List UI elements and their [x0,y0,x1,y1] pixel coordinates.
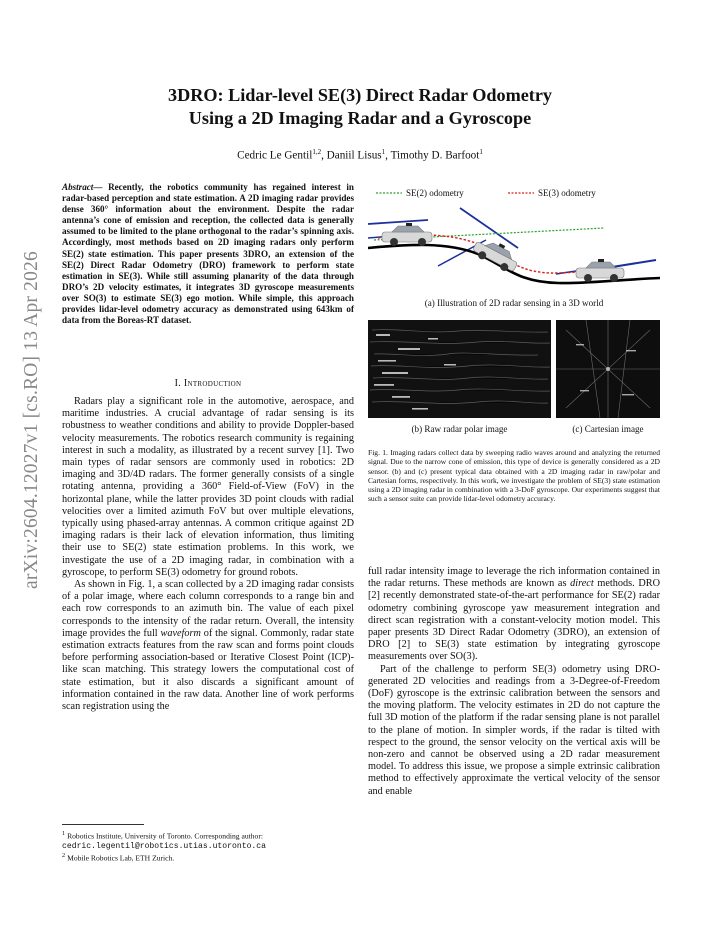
author-2-affiliation: 1 [381,148,386,156]
figure-1a-illustration [368,182,660,302]
subcaption-b: (b) Raw radar polar image [411,424,508,434]
polar-image-content [368,320,551,418]
cartesian-image-content [556,320,660,418]
abstract-label: Abstract [62,182,94,192]
author-list: Cedric Le Gentil$^{1,2}$, Daniil Lisus$^1$, Timothy D. Barfoot$^1$ [237,148,483,162]
right-paragraph-2: Part of the challenge to perform SE(3) odometry using DRO-generated 2D velocities and readings from a 3-Degree-of-Freedom (DoF) gyroscope is the extrinsic calibration between the sensors and the moving platform. The velocity estimates in 2D do not capture the full 3D motion of the platform if the radar sensing plane is not parallel to the plane of motion. In simpler words, if the radar is tilted with respect to the ground, the sensor velocity on the vertical axis will be non-zero and cannot be observed using a 2D radar measurement model. To address this issue, we propose a simple extrinsic calibration method to effectively approximate the vertical velocity of the sensor and enable [368,663,660,797]
right-p1-part-a: full radar intensity image to leverage the rich information contained in the radar returns. These methods are known as [368,566,660,590]
car-right-icon [576,259,624,282]
intro-p2-part-b: of the signal. Commonly, radar state estimation extracts features from the raw scan and forms point clouds before performing association-based or Iterative Closest Point (ICP)-like scan matching. This strategy lowers the computational cost of state estimation, but it also discards a significant amount of information contained in the raw data. Another line of work performs scan registration using the [62,627,354,713]
introduction-body [62,396,354,713]
radar-beam-left-1 [368,220,428,224]
subcaption-a: (a) Illustration of 2D radar sensing in a 3D world [424,298,604,308]
radar-cartesian-image [556,320,660,418]
right-paragraph-1 [368,566,660,664]
arxiv-sidebar [14,190,50,650]
abstract [62,182,354,326]
legend-se2-label: SE(2) odometry [406,188,464,198]
car-left-icon [382,223,432,246]
title-line-1: 3DRO: Lidar-level SE(3) Direct Radar Odometry [167,85,553,105]
subcaption-c: (c) Cartesian image [572,424,644,434]
figure-1-caption: Fig. 1. Imaging radars collect data by sweeping radio waves around and analyzing the returned signal. Due to the narrow cone of emission, this type of device is generally considered as a 2D sensor. (b) and (c) present typical data obtained with a 2D imaging radar in raw/polar and Cartesian forms, respectively. In this work, we investigate the problem of SE(3) state estimation using a 2D imaging radar in combination with a 3-DoF gyroscope. Our experiments suggest that such a sensor suite can provide lidar-level odometry accuracy. [368,448,660,504]
intro-p2-emphasis: waveform [160,627,201,639]
footnote-2 [62,851,354,863]
section-heading-introduction: I. Introduction [174,378,242,389]
footnote-1-marker: 1 [62,830,66,837]
legend-se3-label: SE(3) odometry [538,188,596,198]
right-column-body [368,566,660,798]
author-1: Cedric Le Gentil [237,149,313,162]
intro-paragraph-2 [62,579,354,713]
footnote-2-text: Mobile Robotics Lab, ETH Zurich. [65,853,175,863]
author-3-affiliation: 1 [479,148,483,156]
paper-title [90,84,630,129]
radar-3d-illustration [368,182,660,302]
intro-paragraph-1: Radars play a significant role in the automotive, aerospace, and maritime industries. A crucial advantage of radar sensing is its robustness to weather conditions and ability to provide Doppler-based velocity measurements. The robotics research community is regaining interest in such a modality, as illustrated by a recent survey [1]. Two main types of radar sensors are commonly used in robotics: 2D imaging and 3D/4D radars. The former generally consists of a single rotating antenna, providing a 360° Field-of-View (FoV) in the horizontal plane, while the latter provides 3D point clouds with radial velocities over a limited azimuth FoV but over multiple elevations, typically using phased-array antennas. A common critique against 2D imaging radars is their lack of elevation information, thus limiting their use to SE(2) state estimation problems. In this work, we investigate the use of a 2D imaging radar, in combination with a gyroscope, to perform SE(3) odometry for ground robots. [62,396,354,578]
title-line-2: Using a 2D Imaging Radar and a Gyroscope [188,107,532,128]
arxiv-identifier[interactable]: arXiv:2604.12027v1 [cs.RO] 13 Apr 2026 [21,251,42,589]
author-1-affiliation: 1,2 [312,148,322,156]
footnotes [62,829,354,863]
right-p1-part-b: methods. DRO [2] recently demonstrated state-of-the-art performance for SE(2) radar odometry combining gyroscope yaw measurement integration and direct scan registration with a constant-velocity motion model. This paper presents 3D Direct Radar Odometry (3DRO), an extension of DRO [2] to SE(3) state estimation by integrating gyroscope measurements over SO(3). [368,578,660,663]
radar-polar-image [368,320,551,418]
radar-beam-mid-1 [460,208,518,248]
intro-p2-part-a: As shown in Fig. 1, a scan collected by a 2D imaging radar consists of a polar image, where each column corresponds to a range bin and each row corresponds to an azimuth bin. The value of each pixel corresponds to the intensity of the radar return. Overall, the intensity image provides the full [62,579,354,639]
abstract-text: — Recently, the robotics community has regained interest in radar-based perception and state estimation. A 2D imaging radar provides dense 360° information about the environment. Despite the radar antenna’s cone of emission and reception, the collected data is generally assumed to be limited to the plane orthogonal to the radar’s spinning axis. Accordingly, most methods based on 2D imaging radars only perform SE(2) state estimation. This paper presents 3DRO, an extension of the SE(2) Direct Radar Odometry (DRO) framework to perform state estimation in SE(3). While still assuming planarity of the data through DRO’s 2D velocity estimates, it integrates 3D gyroscope measurements over SO(3) to estimate SE(3) ego motion. While simple, this approach provides lidar-level odometry accuracy as demonstrated using 643km of data from the Boreas-RT dataset. [62,182,354,326]
footnote-2-marker: 2 [62,851,66,859]
footnote-rule [62,824,144,825]
corresponding-email-link[interactable]: cedric.legentil@robotics.utias.utoronto.ca [62,841,266,851]
footnote-1-text: Robotics Institute, University of Toronto. Corresponding author: [65,831,263,841]
author-2: Daniil Lisus [326,149,382,162]
author-3: Timothy D. Barfoot [390,149,480,162]
footnote-1 [62,829,354,851]
right-p1-emphasis: direct [570,578,594,590]
